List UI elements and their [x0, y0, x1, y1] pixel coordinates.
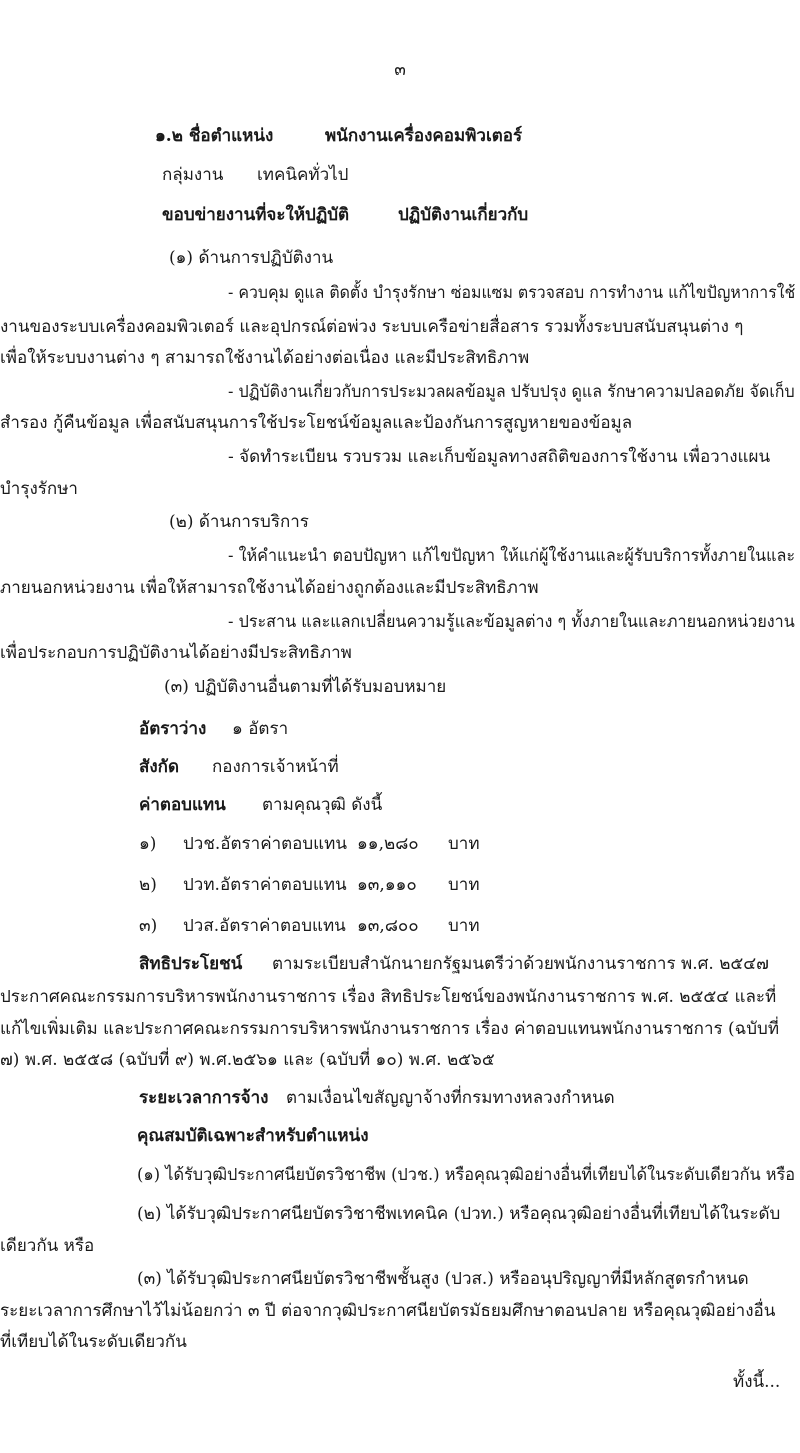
job-scope-value: ปฏิบัติงานเกี่ยวกับ [398, 205, 529, 225]
qualification-item2-line2: เดียวกัน หรือ [0, 1236, 95, 1256]
rate-text: ปวช.อัตราค่าตอบแทน [183, 834, 347, 854]
rate-unit: บาท [448, 875, 480, 895]
other-duties: (๓) ปฏิบัติงานอื่นตามที่ได้รับมอบหมาย [164, 677, 447, 697]
service-item1-line2: ภายนอกหน่วยงาน เพื่อให้สามารถใช้งานได้อย่างถูกต้องและมีประสิทธิภาพ [0, 578, 539, 598]
job-scope-label: ขอบข่ายงานที่จะให้ปฏิบัติ [162, 205, 350, 225]
benefits-label: สิทธิประโยชน์ [139, 954, 243, 974]
job-group-label: กลุ่มงาน [162, 165, 224, 185]
qualification-item3-line3: ที่เทียบได้ในระดับเดียวกัน [0, 1332, 187, 1352]
compensation-value: ตามคุณวุฒิ ดังนี้ [262, 795, 383, 815]
vacancy-value: ๑ อัตรา [232, 719, 289, 739]
compensation-label: ค่าตอบแทน [139, 795, 226, 815]
qualifications-heading: คุณสมบัติเฉพาะสำหรับตำแหน่ง [137, 1126, 369, 1146]
rate-amount: ๑๓,๘๐๐ [357, 916, 419, 936]
ops-item1-line1: - ควบคุม ดูแล ติดตั้ง บำรุงรักษา ซ่อมแซม ตรวจสอบ การทำงาน แก้ไขปัญหาการใช้ [228, 283, 796, 303]
benefits-line3: แก้ไขเพิ่มเติม และประกาศคณะกรรมการบริหารพนักงานราชการ เรื่อง ค่าตอบแทนพนักงานราชการ (ฉบับที่ [0, 1019, 780, 1039]
qualification-item3-line1: (๓) ได้รับวุฒิประกาศนียบัตรวิชาชีพชั้นสูง (ปวส.) หรืออนุปริญญาที่มีหลักสูตรกำหนด [137, 1269, 749, 1289]
job-group-value: เทคนิคทั่วไป [257, 165, 349, 185]
benefits-line4: ๗) พ.ศ. ๒๕๕๘ (ฉบับที่ ๙) พ.ศ.๒๕๖๑ และ (ฉบับที่ ๑๐) พ.ศ. ๒๕๖๕ [0, 1050, 495, 1070]
benefits-line2: ประกาศคณะกรรมการบริหารพนักงานราชการ เรื่อง สิทธิประโยชน์ของพนักงานราชการ พ.ศ. ๒๕๕๔ และที่ [0, 987, 777, 1007]
ops-item1-line3: เพื่อให้ระบบงานต่าง ๆ สามารถใช้งานได้อย่างต่อเนื่อง และมีประสิทธิภาพ [0, 348, 530, 368]
position-title-label: ๑.๒ ชื่อตำแหน่ง [155, 126, 274, 146]
rate-amount: ๑๓,๑๑๐ [357, 875, 417, 895]
ops-item3-line1: - จัดทำระเบียน รวบรวม และเก็บข้อมูลทางสถิติของการใช้งาน เพื่อวางแผน [228, 447, 771, 467]
service-item2-line1: - ประสาน และแลกเปลี่ยนความรู้และข้อมูลต่าง ๆ ทั้งภายในและภายนอกหน่วยงาน [228, 612, 795, 632]
rate-no: ๒) [139, 875, 157, 895]
affiliation-label: สังกัด [139, 757, 180, 777]
rate-unit: บาท [448, 834, 480, 854]
qualification-item2-line1: (๒) ได้รับวุฒิประกาศนียบัตรวิชาชีพเทคนิค (ปวท.) หรือคุณวุฒิอย่างอื่นที่เทียบได้ในระดับ [137, 1204, 781, 1224]
rate-no: ๓) [139, 916, 158, 936]
qualification-item1-line1: (๑) ได้รับวุฒิประกาศนียบัตรวิชาชีพ (ปวช.) หรือคุณวุฒิอย่างอื่นที่เทียบได้ในระดับเดียวกัน หรือ [137, 1165, 796, 1185]
continuation-text: ทั้งนี้... [733, 1372, 781, 1392]
service-item2-line2: เพื่อประกอบการปฏิบัติงานได้อย่างมีประสิทธิภาพ [0, 643, 352, 663]
rate-unit: บาท [448, 916, 480, 936]
employment-label: ระยะเวลาการจ้าง [139, 1088, 269, 1108]
ops-heading: (๑) ด้านการปฏิบัติงาน [169, 248, 334, 268]
employment-value: ตามเงื่อนไขสัญญาจ้างที่กรมทางหลวงกำหนด [286, 1088, 615, 1108]
vacancy-label: อัตราว่าง [139, 719, 207, 739]
affiliation-value: กองการเจ้าหน้าที่ [212, 757, 339, 777]
ops-item2-line2: สำรอง กู้คืนข้อมูล เพื่อสนับสนุนการใช้ประโยชน์ข้อมูลและป้องกันการสูญหายของข้อมูล [0, 413, 633, 433]
ops-item2-line1: - ปฏิบัติงานเกี่ยวกับการประมวลผลข้อมูล ปรับปรุง ดูแล รักษาความปลอดภัย จัดเก็บ [228, 382, 795, 402]
position-title-value: พนักงานเครื่องคอมพิวเตอร์ [325, 126, 523, 146]
benefits-line1: ตามระเบียบสำนักนายกรัฐมนตรีว่าด้วยพนักงานราชการ พ.ศ. ๒๕๔๗ [272, 954, 769, 974]
rate-text: ปวท.อัตราค่าตอบแทน [183, 875, 347, 895]
ops-item3-line2: บำรุงรักษา [0, 479, 78, 499]
ops-item1-line2: งานของระบบเครื่องคอมพิวเตอร์ และอุปกรณ์ต่อพ่วง ระบบเครือข่ายสื่อสาร รวมทั้งระบบสนับสนุนต่าง ๆ [0, 317, 744, 337]
rate-text: ปวส.อัตราค่าตอบแทน [183, 916, 346, 936]
service-heading: (๒) ด้านการบริการ [169, 512, 309, 532]
page-number: ๓ [394, 60, 406, 80]
service-item1-line1: - ให้คำแนะนำ ตอบปัญหา แก้ไขปัญหา ให้แก่ผู้ใช้งานและผู้รับบริการทั้งภายในและ [228, 546, 796, 566]
qualification-item3-line2: ระยะเวลาการศึกษาไว้ไม่น้อยกว่า ๓ ปี ต่อจากวุฒิประกาศนียบัตรมัธยมศึกษาตอนปลาย หรือคุณวุฒิอย่างอื่น [0, 1301, 776, 1321]
rate-no: ๑) [139, 834, 157, 854]
rate-amount: ๑๑,๒๘๐ [357, 834, 419, 854]
